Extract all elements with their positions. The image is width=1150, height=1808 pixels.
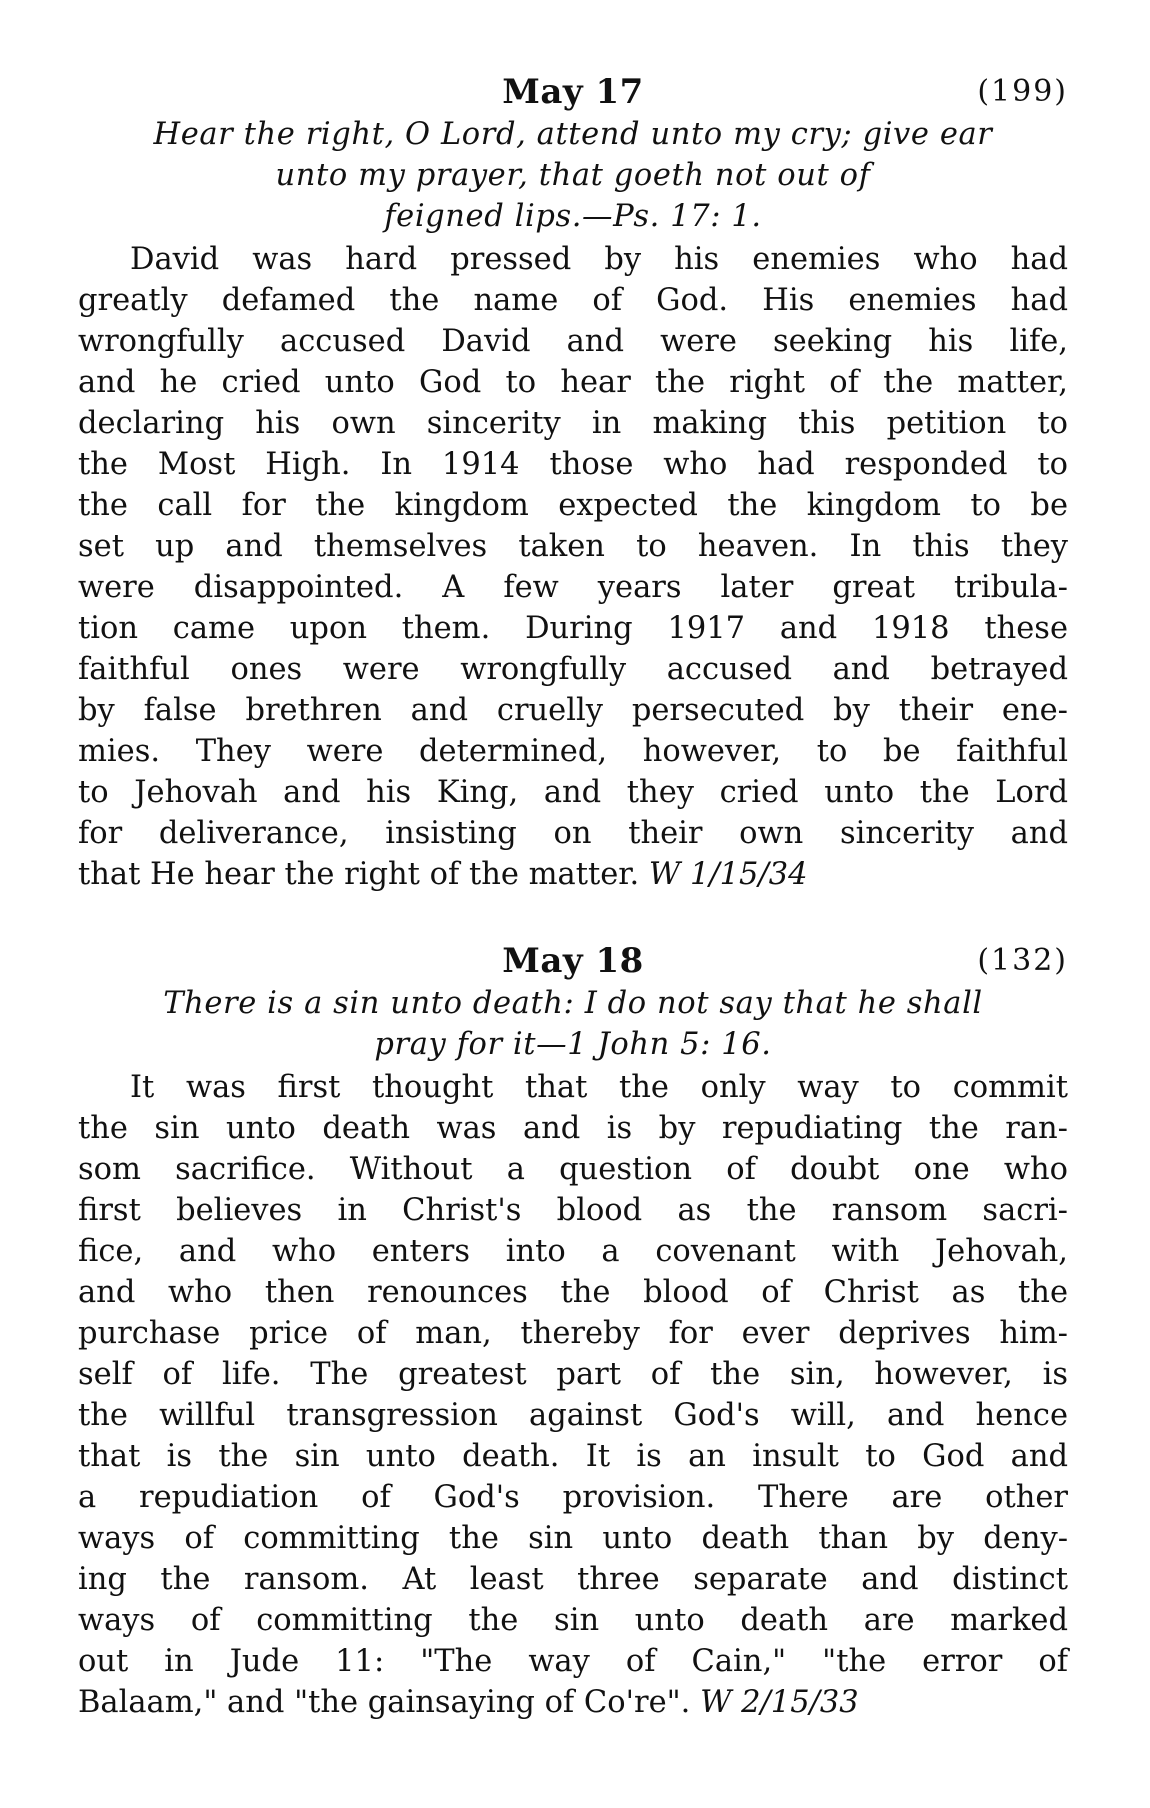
scripture-line: unto my prayer, that goeth not out of: [275, 158, 871, 193]
commentary-line: It was first thought that the only way to commit: [130, 1070, 1068, 1105]
commentary-line: first believes in Christ's blood as the ransom sacri-: [78, 1193, 1068, 1228]
scripture-line: feigned lips.—Ps. 17: 1.: [384, 199, 762, 234]
scripture-text: [78, 114, 1068, 237]
scripture-text: [78, 983, 1068, 1065]
scripture-line: Hear the right, O Lord, attend unto my cry; give ear: [153, 117, 993, 152]
commentary-line: a repudiation of God's provision. There are other: [78, 1480, 1068, 1515]
commentary-line: ways of committing the sin unto death are marked: [78, 1603, 1068, 1638]
commentary-line: David was hard pressed by his enemies who had: [130, 242, 1068, 277]
commentary-last-line: [78, 1682, 1068, 1723]
commentary-line: and who then renounces the blood of Christ as the: [78, 1275, 1068, 1310]
scripture-line: pray for it—1 John 5: 16.: [374, 1027, 772, 1062]
commentary-line: the willful transgression against God's will, and hence: [78, 1398, 1068, 1433]
commentary-line: the sin unto death was and is by repudiating the ran-: [78, 1111, 1068, 1146]
commentary-line: the call for the kingdom expected the kingdom to be: [78, 488, 1068, 523]
commentary-line: self of life. The greatest part of the sin, however, is: [78, 1357, 1068, 1392]
commentary-last-line: [78, 854, 1068, 895]
source-reference: W 1/15/34: [648, 857, 808, 892]
commentary-line: set up and themselves taken to heaven. In this they: [78, 529, 1068, 564]
entry-header: [78, 939, 1068, 983]
commentary-line: for deliverance, insisting on their own sincerity and: [78, 816, 1068, 851]
commentary-line: ing the ransom. At least three separate and distinct: [78, 1562, 1068, 1597]
entry-header: [78, 70, 1068, 114]
daily-entry-may-18: [78, 939, 1068, 1723]
entry-date: May 17: [502, 72, 644, 112]
commentary-line: faithful ones were wrongfully accused and betrayed: [78, 652, 1068, 687]
commentary-line: ways of committing the sin unto death than by deny-: [78, 1521, 1068, 1556]
commentary-line: by false brethren and cruelly persecuted by their ene-: [78, 693, 1068, 728]
commentary-line: greatly defamed the name of God. His enemies had: [78, 283, 1068, 318]
commentary-line: that is the sin unto death. It is an insult to God and: [78, 1439, 1068, 1474]
commentary-line: to Jehovah and his King, and they cried unto the Lord: [78, 775, 1068, 810]
entry-number: (199): [977, 74, 1068, 109]
commentary-line: and he cried unto God to hear the right of the matter,: [78, 365, 1068, 400]
commentary-line: declaring his own sincerity in making this petition to: [78, 406, 1068, 441]
daily-entry-may-17: [78, 70, 1068, 895]
scripture-line: There is a sin unto death: I do not say that he shall: [163, 986, 983, 1021]
commentary-line: purchase price of man, thereby for ever deprives him-: [78, 1316, 1068, 1351]
commentary-line: wrongfully accused David and were seeking his life,: [78, 324, 1068, 359]
devotional-page: [78, 70, 1068, 1723]
commentary-line: were disappointed. A few years later great tribula-: [78, 570, 1068, 605]
commentary-text: [78, 239, 1068, 895]
entry-number: (132): [977, 943, 1068, 978]
commentary-line: som sacrifice. Without a question of doubt one who: [78, 1152, 1068, 1187]
commentary-line-text: Balaam," and "the gainsaying of Co're".: [78, 1685, 691, 1720]
commentary-line: mies. They were determined, however, to be faithful: [78, 734, 1068, 769]
commentary-line: out in Jude 11: "The way of Cain," "the error of: [78, 1644, 1068, 1679]
commentary-line: tion came upon them. During 1917 and 1918 these: [78, 611, 1068, 646]
commentary-line: fice, and who enters into a covenant with Jehovah,: [78, 1234, 1068, 1269]
entry-date: May 18: [502, 941, 644, 981]
commentary-text: [78, 1067, 1068, 1723]
commentary-line: the Most High. In 1914 those who had responded to: [78, 447, 1068, 482]
commentary-line-text: that He hear the right of the matter.: [78, 857, 640, 892]
source-reference: W 2/15/33: [700, 1685, 859, 1720]
